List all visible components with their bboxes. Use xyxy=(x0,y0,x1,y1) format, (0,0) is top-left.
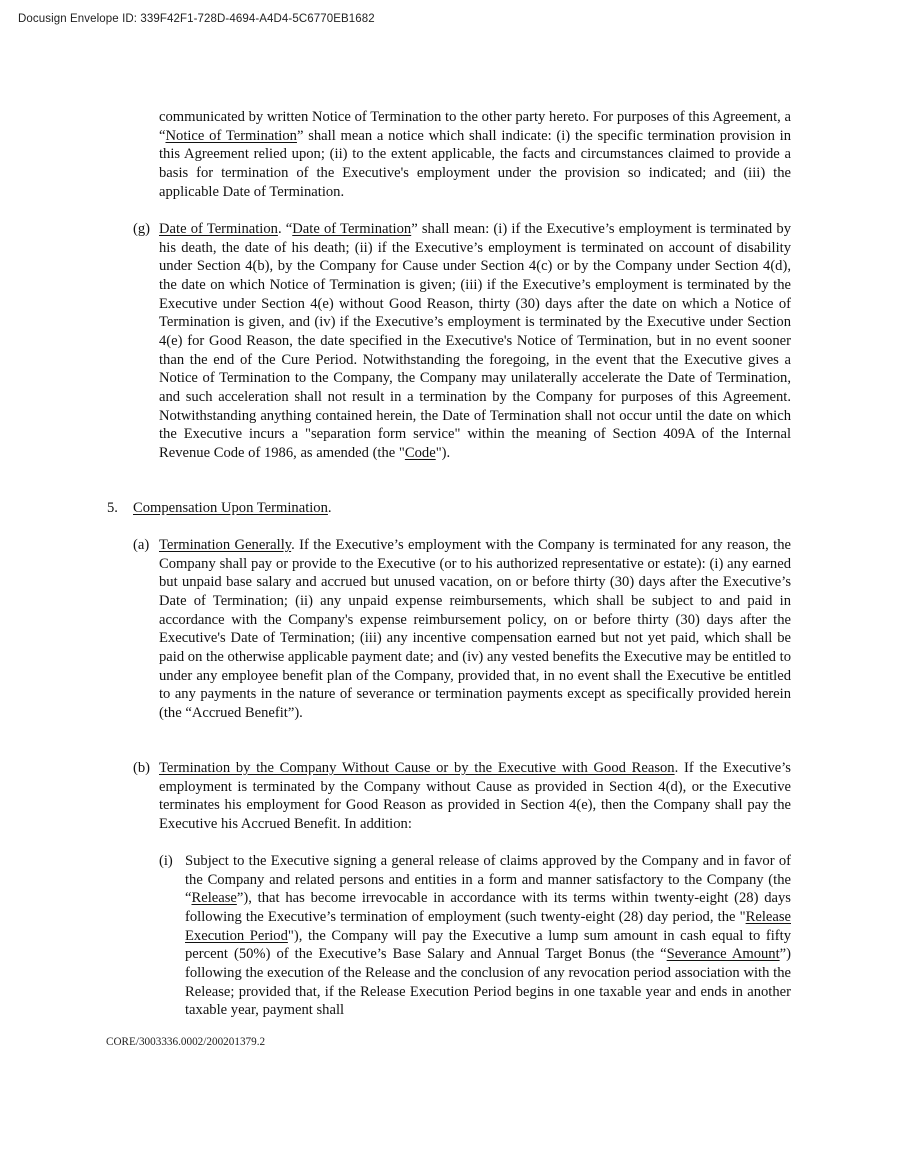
section-5b-paragraph: Termination by the Company Without Cause or by the Executive with Good Reason. If the Executive’s employment is terminated by the Company without Cause as provided in Section 4(d), or the Executive terminates his employment for Good Reason as provided in Section 4(e), then the Company shall pay the Executive his Accrued Benefit. In addition: xyxy=(159,760,791,832)
defined-term-code: Code xyxy=(404,444,436,461)
defined-term-severance-amount: Severance Amount xyxy=(666,946,780,963)
section-5b-i-label: (i) xyxy=(159,853,173,869)
section-5-label: 5. xyxy=(107,500,118,516)
section-g-heading: Date of Termination xyxy=(159,221,278,237)
defined-term-release-execution-period: Release Execution Period xyxy=(185,908,791,944)
section-5a-paragraph: Termination Generally. If the Executive’s employment with the Company is terminated for any reason, the Company shall pay or provide to the Executive (or to his authorized representative or estate): (i) any earned but unpaid base salary and accrued but unused vacation, on or before thirty (30) days after the Executive’s Date of Termination; (ii) any unpaid expense reimbursements, which shall be subject to and paid in accordance with the Company's expense reimbursement policy, on or before thirty (30) days after the Executive's Date of Termination; (iii) any incentive compensation earned but not yet paid, which shall be paid on the otherwise applicable payment date; and (iv) any vested benefits the Executive may be entitled to under any employee benefit plan of the Company, provided that, in no event shall the Executive be entitled to any payments in the nature of severance or termination payments except as specifically provided herein (the “Accrued Benefit”). xyxy=(159,537,791,721)
section-5a-label: (a) xyxy=(133,537,150,553)
section-5-heading-line: Compensation Upon Termination. xyxy=(133,500,332,516)
section-5-heading: Compensation Upon Termination xyxy=(133,500,328,516)
section-g-paragraph: Date of Termination. “Date of Termination” shall mean: (i) if the Executive’s employment is terminated by his death, the date of his death; (ii) if the Executive’s employment is terminated on account of disability under Section 4(b), by the Company for Cause under Section 4(c) or by the Company under Section 4(d), the date on which Notice of Termination is given; (iii) if the Executive’s employment is terminated by the Executive under Section 4(e) without Good Reason, thirty (30) days after the date on which a Notice of Termination is given, and (iv) if the Executive’s employment is terminated by the Executive under Section 4(e) for Good Reason, the date specified in the Executive's Notice of Termination, but in no event sooner than the end of the Cure Period. Notwithstanding the foregoing, in the event that the Executive gives a Notice of Termination to the Company, the Company may unilaterally accelerate the Date of Termination, and such acceleration shall not result in a termination by the Company for purposes of this Agreement. Notwithstanding anything contained herein, the Date of Termination shall not occur until the date on which the Executive incurs a "separation form service" within the meaning of Section 409A of the Internal Revenue Code of 1986, as amended (the "Code"). xyxy=(159,221,792,461)
section-5a-heading: Termination Generally xyxy=(159,537,292,553)
section-5b-label: (b) xyxy=(133,760,151,776)
defined-term-release: Release xyxy=(191,890,237,907)
defined-term-notice-of-termination: Notice of Termination xyxy=(165,127,297,144)
section-5b-heading: Termination by the Company Without Cause or by the Executive with Good Reason xyxy=(159,760,675,776)
envelope-id-header: Docusign Envelope ID: 339F42F1-728D-4694-A4D4-5C6770EB1682 xyxy=(18,13,375,25)
section-5b-i-paragraph: Subject to the Executive signing a general release of claims approved by the Company and in favor of the Company and related persons and entities in a form and manner satisfactory to the Company (the “Release”), that has become irrevocable in accordance with its terms within twenty-eight (28) days following the Executive’s termination of employment (such twenty-eight (28) day period, the "Release Execution Period"), the Company will pay the Executive a lump sum amount in cash equal to fifty percent (50%) of the Executive’s Base Salary and Annual Target Bonus (the “Severance Amount”) following the execution of the Release and the conclusion of any revocation period association with the Release; provided that, if the Release Execution Period begins in one taxable year and ends in another taxable year, payment shall xyxy=(185,853,791,1019)
footer-document-id: CORE/3003336.0002/200201379.2 xyxy=(106,1036,266,1048)
continuation-paragraph: communicated by written Notice of Termination to the other party hereto. For purposes of this Agreement, a “Notice of Termination” shall mean a notice which shall indicate: (i) the specific termination provision in this Agreement relied upon; (ii) to the extent applicable, the facts and circumstances claimed to provide a basis for termination of the Executive's employment under the provision so indicated; and (iii) the applicable Date of Termination. xyxy=(159,109,791,200)
section-g-label: (g) xyxy=(133,221,151,237)
defined-term-date-of-termination: Date of Termination xyxy=(292,221,412,237)
